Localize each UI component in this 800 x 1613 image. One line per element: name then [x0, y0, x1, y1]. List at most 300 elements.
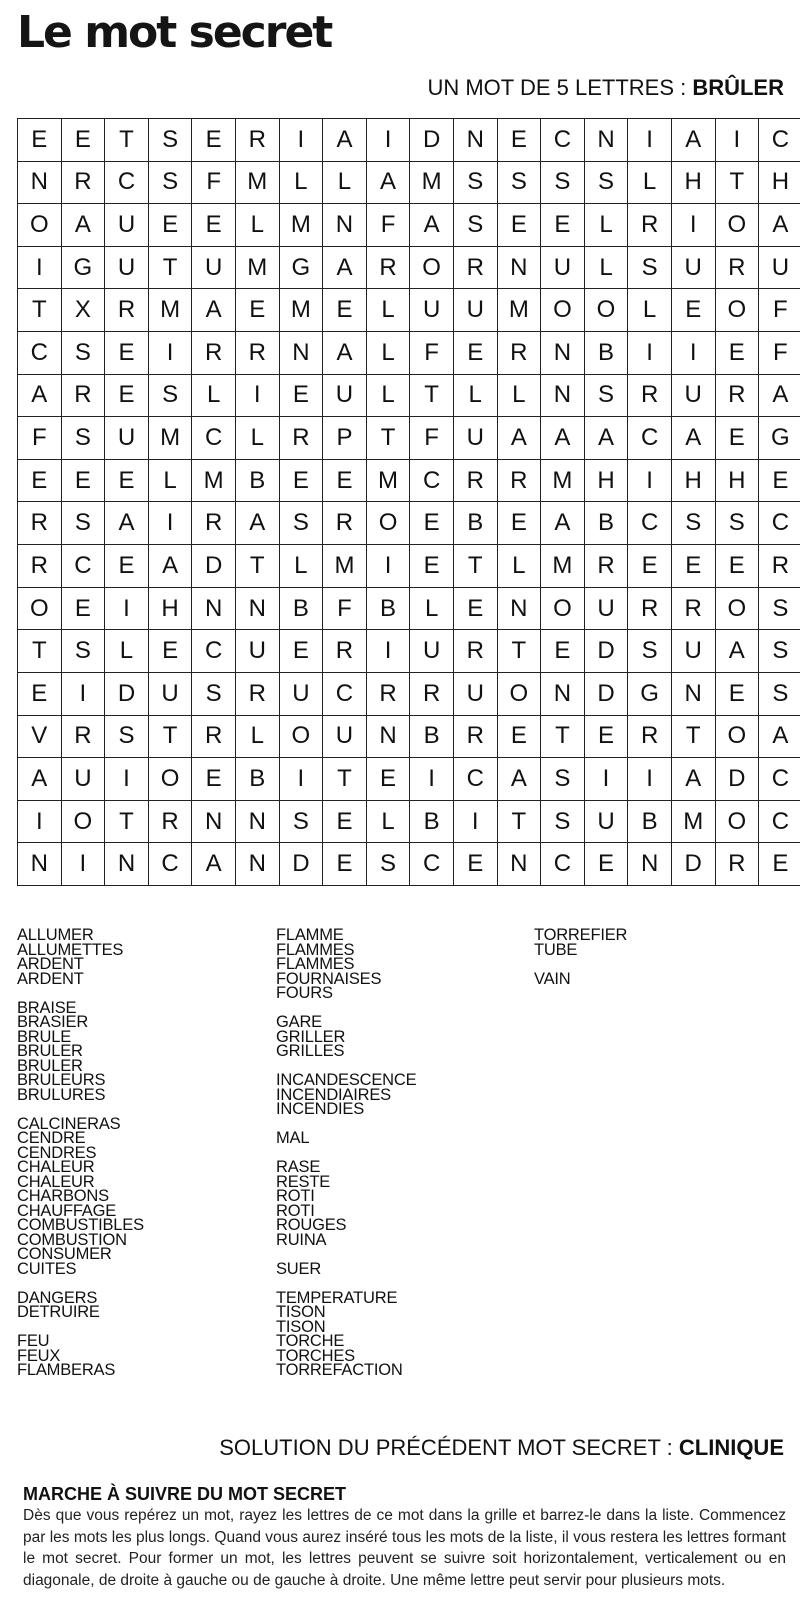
grid-cell[interactable]: U: [61, 758, 105, 801]
grid-cell[interactable]: R: [453, 630, 497, 673]
grid-cell[interactable]: A: [497, 417, 541, 460]
grid-cell[interactable]: T: [671, 715, 715, 758]
grid-cell[interactable]: M: [279, 289, 323, 332]
word-list-item[interactable]: TORCHE: [276, 1332, 345, 1350]
grid-cell[interactable]: I: [18, 800, 62, 843]
grid-cell[interactable]: E: [105, 459, 149, 502]
grid-cell[interactable]: I: [148, 332, 192, 375]
grid-cell[interactable]: S: [148, 374, 192, 417]
grid-cell[interactable]: A: [18, 374, 62, 417]
grid-cell[interactable]: R: [192, 502, 236, 545]
grid-cell[interactable]: O: [715, 715, 759, 758]
grid-cell[interactable]: E: [366, 758, 410, 801]
grid-cell[interactable]: R: [715, 246, 759, 289]
grid-cell[interactable]: R: [366, 246, 410, 289]
grid-cell[interactable]: E: [671, 545, 715, 588]
word-list-item[interactable]: CALCINERAS: [17, 1114, 121, 1133]
word-list-item[interactable]: ARDENT: [17, 955, 84, 973]
grid-cell[interactable]: I: [366, 119, 410, 162]
grid-cell[interactable]: U: [105, 417, 149, 460]
word-list-item[interactable]: TISON: [276, 1317, 326, 1336]
grid-cell[interactable]: L: [366, 332, 410, 375]
word-list-item[interactable]: BRULEURS: [17, 1071, 106, 1089]
grid-cell[interactable]: I: [584, 758, 628, 801]
grid-cell[interactable]: B: [410, 715, 454, 758]
grid-cell[interactable]: N: [584, 119, 628, 162]
grid-cell[interactable]: I: [61, 672, 105, 715]
grid-cell[interactable]: I: [366, 630, 410, 673]
grid-cell[interactable]: U: [671, 374, 715, 417]
grid-cell[interactable]: S: [148, 161, 192, 204]
grid-cell[interactable]: A: [61, 204, 105, 247]
word-list-item[interactable]: BRASIER: [17, 1013, 89, 1031]
grid-cell[interactable]: M: [235, 161, 279, 204]
word-list-item[interactable]: BRULER: [17, 1056, 83, 1075]
grid-cell[interactable]: T: [541, 715, 585, 758]
grid-cell[interactable]: R: [18, 502, 62, 545]
grid-cell[interactable]: E: [715, 672, 759, 715]
grid-cell[interactable]: A: [18, 758, 62, 801]
grid-cell[interactable]: L: [235, 204, 279, 247]
grid-cell[interactable]: E: [61, 459, 105, 502]
word-list-item[interactable]: ROTI: [276, 1201, 315, 1220]
grid-cell[interactable]: A: [715, 630, 759, 673]
grid-cell[interactable]: O: [497, 672, 541, 715]
grid-cell[interactable]: S: [584, 161, 628, 204]
grid-cell[interactable]: M: [148, 289, 192, 332]
word-list-item[interactable]: DANGERS: [17, 1288, 98, 1307]
word-list-item[interactable]: RUINA: [276, 1230, 327, 1249]
grid-cell[interactable]: I: [628, 332, 672, 375]
grid-cell[interactable]: R: [366, 672, 410, 715]
grid-cell[interactable]: A: [410, 204, 454, 247]
grid-cell[interactable]: M: [366, 459, 410, 502]
grid-cell[interactable]: F: [410, 417, 454, 460]
grid-cell[interactable]: C: [759, 119, 800, 162]
grid-cell[interactable]: R: [715, 374, 759, 417]
word-list-item[interactable]: FLAMMES: [276, 940, 355, 959]
word-list-item[interactable]: TORREFIER: [534, 926, 628, 944]
grid-cell[interactable]: A: [323, 246, 367, 289]
word-list-item[interactable]: FEU: [17, 1332, 50, 1350]
grid-cell[interactable]: E: [453, 843, 497, 886]
grid-cell[interactable]: R: [235, 672, 279, 715]
word-list-item[interactable]: BRAISE: [17, 998, 77, 1017]
grid-cell[interactable]: H: [715, 459, 759, 502]
grid-cell[interactable]: I: [366, 545, 410, 588]
grid-cell[interactable]: L: [235, 715, 279, 758]
grid-cell[interactable]: M: [671, 800, 715, 843]
grid-cell[interactable]: A: [759, 374, 800, 417]
grid-cell[interactable]: N: [453, 119, 497, 162]
grid-cell[interactable]: B: [584, 332, 628, 375]
grid-cell[interactable]: R: [410, 672, 454, 715]
grid-cell[interactable]: O: [148, 758, 192, 801]
word-list-item[interactable]: ROTI: [276, 1187, 315, 1205]
grid-cell[interactable]: A: [148, 545, 192, 588]
grid-cell[interactable]: C: [410, 459, 454, 502]
grid-cell[interactable]: C: [541, 119, 585, 162]
grid-cell[interactable]: O: [715, 289, 759, 332]
word-list-item[interactable]: CUITES: [17, 1259, 77, 1278]
grid-cell[interactable]: E: [497, 204, 541, 247]
grid-cell[interactable]: A: [584, 417, 628, 460]
grid-cell[interactable]: L: [235, 417, 279, 460]
grid-cell[interactable]: S: [453, 161, 497, 204]
grid-cell[interactable]: R: [628, 587, 672, 630]
grid-cell[interactable]: U: [584, 800, 628, 843]
grid-cell[interactable]: E: [279, 630, 323, 673]
grid-cell[interactable]: L: [453, 374, 497, 417]
word-list-item[interactable]: FLAMBERAS: [17, 1361, 116, 1379]
grid-cell[interactable]: L: [105, 630, 149, 673]
grid-cell[interactable]: C: [541, 843, 585, 886]
grid-cell[interactable]: U: [323, 715, 367, 758]
grid-cell[interactable]: S: [759, 630, 800, 673]
grid-cell[interactable]: N: [323, 204, 367, 247]
grid-cell[interactable]: S: [453, 204, 497, 247]
grid-cell[interactable]: L: [628, 161, 672, 204]
grid-cell[interactable]: R: [192, 332, 236, 375]
grid-cell[interactable]: R: [279, 417, 323, 460]
grid-cell[interactable]: L: [628, 289, 672, 332]
word-list-item[interactable]: SUER: [276, 1259, 322, 1278]
grid-cell[interactable]: H: [671, 459, 715, 502]
grid-cell[interactable]: H: [584, 459, 628, 502]
grid-cell[interactable]: A: [235, 502, 279, 545]
word-list-item[interactable]: FLAMMES: [276, 955, 355, 973]
grid-cell[interactable]: E: [453, 332, 497, 375]
grid-cell[interactable]: S: [628, 246, 672, 289]
grid-cell[interactable]: I: [628, 758, 672, 801]
grid-cell[interactable]: S: [759, 672, 800, 715]
grid-cell[interactable]: R: [628, 204, 672, 247]
grid-cell[interactable]: R: [235, 332, 279, 375]
grid-cell[interactable]: I: [279, 119, 323, 162]
grid-cell[interactable]: T: [497, 630, 541, 673]
grid-cell[interactable]: C: [759, 800, 800, 843]
grid-cell[interactable]: B: [453, 502, 497, 545]
grid-cell[interactable]: G: [759, 417, 800, 460]
word-list-item[interactable]: FEUX: [17, 1346, 61, 1365]
word-list-item[interactable]: RASE: [276, 1158, 321, 1176]
grid-cell[interactable]: L: [584, 246, 628, 289]
word-list-item[interactable]: GRILLER: [276, 1027, 346, 1046]
grid-cell[interactable]: H: [148, 587, 192, 630]
grid-cell[interactable]: I: [279, 758, 323, 801]
grid-cell[interactable]: T: [410, 374, 454, 417]
grid-cell[interactable]: E: [759, 459, 800, 502]
grid-cell[interactable]: E: [410, 502, 454, 545]
grid-cell[interactable]: R: [628, 374, 672, 417]
grid-cell[interactable]: C: [105, 161, 149, 204]
grid-cell[interactable]: R: [235, 119, 279, 162]
grid-cell[interactable]: R: [61, 715, 105, 758]
grid-cell[interactable]: A: [759, 204, 800, 247]
grid-cell[interactable]: T: [366, 417, 410, 460]
grid-cell[interactable]: T: [148, 715, 192, 758]
grid-cell[interactable]: N: [366, 715, 410, 758]
grid-cell[interactable]: D: [105, 672, 149, 715]
grid-cell[interactable]: E: [323, 800, 367, 843]
grid-cell[interactable]: L: [279, 545, 323, 588]
grid-cell[interactable]: A: [759, 715, 800, 758]
grid-cell[interactable]: R: [61, 161, 105, 204]
grid-cell[interactable]: F: [323, 587, 367, 630]
grid-cell[interactable]: T: [235, 545, 279, 588]
grid-cell[interactable]: F: [366, 204, 410, 247]
grid-cell[interactable]: N: [105, 843, 149, 886]
grid-cell[interactable]: R: [453, 246, 497, 289]
grid-cell[interactable]: U: [541, 246, 585, 289]
grid-cell[interactable]: T: [715, 161, 759, 204]
grid-cell[interactable]: P: [323, 417, 367, 460]
grid-cell[interactable]: L: [497, 374, 541, 417]
grid-cell[interactable]: E: [148, 204, 192, 247]
grid-cell[interactable]: O: [18, 587, 62, 630]
grid-cell[interactable]: E: [105, 332, 149, 375]
grid-cell[interactable]: B: [584, 502, 628, 545]
grid-cell[interactable]: E: [497, 502, 541, 545]
grid-cell[interactable]: E: [497, 119, 541, 162]
grid-cell[interactable]: R: [61, 374, 105, 417]
grid-cell[interactable]: D: [192, 545, 236, 588]
word-list-item[interactable]: FLAMME: [276, 926, 344, 944]
grid-cell[interactable]: N: [192, 800, 236, 843]
grid-cell[interactable]: L: [410, 587, 454, 630]
grid-cell[interactable]: C: [323, 672, 367, 715]
grid-cell[interactable]: M: [192, 459, 236, 502]
grid-cell[interactable]: L: [584, 204, 628, 247]
grid-cell[interactable]: E: [105, 545, 149, 588]
grid-cell[interactable]: S: [148, 119, 192, 162]
grid-cell[interactable]: L: [497, 545, 541, 588]
grid-cell[interactable]: M: [323, 545, 367, 588]
grid-cell[interactable]: O: [410, 246, 454, 289]
grid-cell[interactable]: E: [715, 332, 759, 375]
word-list-item[interactable]: ROUGES: [276, 1216, 347, 1234]
grid-cell[interactable]: O: [715, 800, 759, 843]
grid-cell[interactable]: E: [148, 630, 192, 673]
grid-cell[interactable]: F: [18, 417, 62, 460]
grid-cell[interactable]: B: [410, 800, 454, 843]
grid-cell[interactable]: C: [148, 843, 192, 886]
grid-cell[interactable]: U: [279, 672, 323, 715]
grid-cell[interactable]: C: [628, 417, 672, 460]
grid-cell[interactable]: U: [323, 374, 367, 417]
grid-cell[interactable]: V: [18, 715, 62, 758]
grid-cell[interactable]: E: [628, 545, 672, 588]
grid-cell[interactable]: E: [541, 630, 585, 673]
grid-cell[interactable]: S: [279, 502, 323, 545]
grid-cell[interactable]: A: [323, 332, 367, 375]
grid-cell[interactable]: S: [671, 502, 715, 545]
grid-cell[interactable]: U: [235, 630, 279, 673]
grid-cell[interactable]: E: [497, 715, 541, 758]
grid-cell[interactable]: O: [61, 800, 105, 843]
grid-cell[interactable]: U: [192, 246, 236, 289]
grid-cell[interactable]: N: [18, 843, 62, 886]
grid-cell[interactable]: N: [541, 374, 585, 417]
grid-cell[interactable]: M: [497, 289, 541, 332]
word-list-item[interactable]: BRULURES: [17, 1085, 106, 1104]
grid-cell[interactable]: U: [410, 289, 454, 332]
grid-cell[interactable]: I: [148, 502, 192, 545]
grid-cell[interactable]: R: [453, 459, 497, 502]
word-list-item[interactable]: GARE: [276, 1013, 322, 1031]
grid-cell[interactable]: A: [671, 119, 715, 162]
grid-cell[interactable]: U: [410, 630, 454, 673]
grid-cell[interactable]: I: [105, 758, 149, 801]
grid-cell[interactable]: C: [759, 502, 800, 545]
grid-cell[interactable]: U: [453, 672, 497, 715]
word-list-item[interactable]: ALLUMER: [17, 926, 94, 944]
word-list-item[interactable]: BRULE: [17, 1027, 72, 1046]
grid-cell[interactable]: L: [279, 161, 323, 204]
grid-cell[interactable]: M: [410, 161, 454, 204]
grid-cell[interactable]: I: [715, 119, 759, 162]
grid-cell[interactable]: L: [366, 374, 410, 417]
grid-cell[interactable]: I: [671, 332, 715, 375]
word-list-item[interactable]: CHALEUR: [17, 1158, 95, 1176]
grid-cell[interactable]: O: [18, 204, 62, 247]
grid-cell[interactable]: I: [628, 459, 672, 502]
grid-cell[interactable]: S: [61, 332, 105, 375]
grid-cell[interactable]: F: [759, 332, 800, 375]
grid-cell[interactable]: A: [192, 843, 236, 886]
grid-cell[interactable]: E: [584, 843, 628, 886]
grid-cell[interactable]: S: [279, 800, 323, 843]
grid-cell[interactable]: E: [323, 289, 367, 332]
word-list-item[interactable]: CHARBONS: [17, 1187, 109, 1205]
grid-cell[interactable]: U: [584, 587, 628, 630]
grid-cell[interactable]: N: [235, 800, 279, 843]
grid-cell[interactable]: A: [323, 119, 367, 162]
grid-cell[interactable]: S: [61, 417, 105, 460]
grid-cell[interactable]: R: [759, 545, 800, 588]
grid-cell[interactable]: E: [192, 758, 236, 801]
grid-cell[interactable]: A: [105, 502, 149, 545]
word-list-item[interactable]: CHALEUR: [17, 1172, 95, 1191]
grid-cell[interactable]: S: [715, 502, 759, 545]
grid-cell[interactable]: U: [148, 672, 192, 715]
grid-cell[interactable]: A: [541, 417, 585, 460]
grid-cell[interactable]: R: [18, 545, 62, 588]
grid-cell[interactable]: L: [366, 800, 410, 843]
grid-cell[interactable]: I: [235, 374, 279, 417]
grid-cell[interactable]: I: [410, 758, 454, 801]
grid-cell[interactable]: N: [235, 843, 279, 886]
grid-cell[interactable]: A: [366, 161, 410, 204]
grid-cell[interactable]: H: [759, 161, 800, 204]
grid-cell[interactable]: L: [366, 289, 410, 332]
grid-cell[interactable]: U: [453, 417, 497, 460]
grid-cell[interactable]: E: [192, 204, 236, 247]
grid-cell[interactable]: D: [671, 843, 715, 886]
word-list-item[interactable]: TISON: [276, 1303, 326, 1321]
grid-cell[interactable]: G: [279, 246, 323, 289]
grid-cell[interactable]: E: [715, 417, 759, 460]
grid-cell[interactable]: O: [366, 502, 410, 545]
grid-cell[interactable]: T: [105, 119, 149, 162]
grid-cell[interactable]: U: [759, 246, 800, 289]
grid-cell[interactable]: S: [61, 502, 105, 545]
grid-cell[interactable]: R: [192, 715, 236, 758]
grid-cell[interactable]: I: [671, 204, 715, 247]
grid-cell[interactable]: N: [279, 332, 323, 375]
grid-cell[interactable]: M: [541, 545, 585, 588]
grid-cell[interactable]: N: [628, 843, 672, 886]
grid-cell[interactable]: C: [192, 630, 236, 673]
grid-cell[interactable]: E: [192, 119, 236, 162]
word-list-item[interactable]: TUBE: [534, 940, 578, 959]
grid-cell[interactable]: I: [105, 587, 149, 630]
word-list-item[interactable]: GRILLES: [276, 1042, 345, 1060]
grid-cell[interactable]: M: [148, 417, 192, 460]
grid-cell[interactable]: R: [628, 715, 672, 758]
grid-cell[interactable]: D: [410, 119, 454, 162]
grid-cell[interactable]: R: [584, 545, 628, 588]
grid-cell[interactable]: E: [453, 587, 497, 630]
grid-cell[interactable]: C: [628, 502, 672, 545]
grid-cell[interactable]: U: [105, 204, 149, 247]
grid-cell[interactable]: C: [18, 332, 62, 375]
grid-cell[interactable]: S: [192, 672, 236, 715]
grid-cell[interactable]: S: [105, 715, 149, 758]
grid-cell[interactable]: R: [671, 587, 715, 630]
word-list-item[interactable]: CHAUFFAGE: [17, 1201, 117, 1220]
grid-cell[interactable]: N: [541, 332, 585, 375]
grid-cell[interactable]: D: [279, 843, 323, 886]
grid-cell[interactable]: X: [61, 289, 105, 332]
grid-cell[interactable]: S: [541, 161, 585, 204]
grid-cell[interactable]: G: [61, 246, 105, 289]
word-list-item[interactable]: FOURS: [276, 984, 333, 1002]
word-list-item[interactable]: MAL: [276, 1129, 310, 1147]
word-list-item[interactable]: TORCHES: [276, 1346, 355, 1365]
grid-cell[interactable]: T: [148, 246, 192, 289]
grid-cell[interactable]: E: [759, 843, 800, 886]
grid-cell[interactable]: O: [715, 204, 759, 247]
grid-cell[interactable]: E: [410, 545, 454, 588]
grid-cell[interactable]: E: [61, 587, 105, 630]
grid-cell[interactable]: S: [541, 800, 585, 843]
grid-cell[interactable]: L: [192, 374, 236, 417]
grid-cell[interactable]: N: [497, 587, 541, 630]
grid-cell[interactable]: O: [541, 289, 585, 332]
grid-cell[interactable]: E: [235, 289, 279, 332]
grid-cell[interactable]: N: [235, 587, 279, 630]
grid-cell[interactable]: O: [584, 289, 628, 332]
grid-cell[interactable]: O: [541, 587, 585, 630]
word-list-item[interactable]: CENDRES: [17, 1143, 97, 1162]
grid-cell[interactable]: U: [671, 246, 715, 289]
grid-cell[interactable]: R: [453, 715, 497, 758]
grid-cell[interactable]: B: [366, 587, 410, 630]
word-list-item[interactable]: FOURNAISES: [276, 969, 382, 988]
grid-cell[interactable]: L: [148, 459, 192, 502]
grid-cell[interactable]: S: [628, 630, 672, 673]
word-list-item[interactable]: INCENDIES: [276, 1100, 365, 1118]
word-list-item[interactable]: BRULER: [17, 1042, 83, 1060]
grid-cell[interactable]: E: [279, 374, 323, 417]
grid-cell[interactable]: N: [192, 587, 236, 630]
grid-cell[interactable]: C: [192, 417, 236, 460]
grid-cell[interactable]: N: [497, 843, 541, 886]
grid-cell[interactable]: C: [61, 545, 105, 588]
grid-cell[interactable]: I: [628, 119, 672, 162]
grid-cell[interactable]: T: [323, 758, 367, 801]
